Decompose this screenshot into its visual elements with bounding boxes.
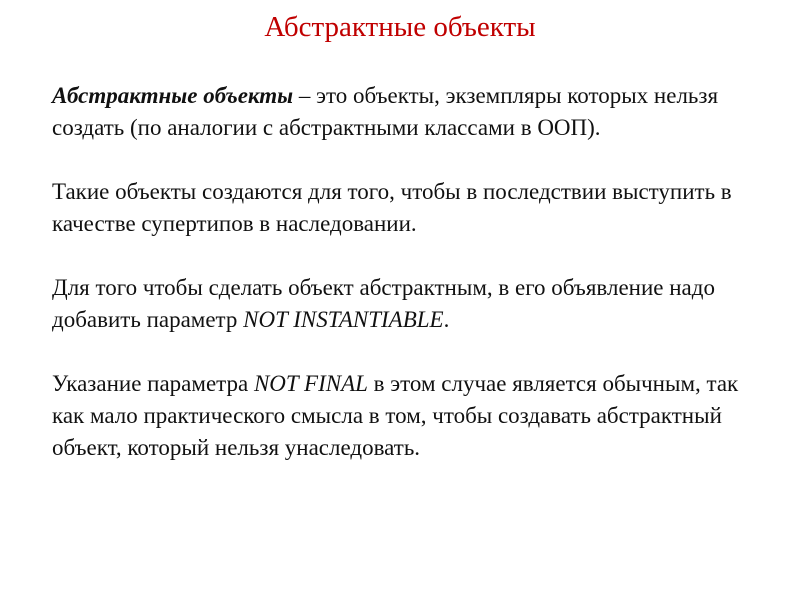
keyword-not-instantiable: NOT INSTANTIABLE: [243, 307, 444, 332]
defined-term: Абстрактные объекты: [52, 83, 294, 108]
keyword-not-final: NOT FINAL: [253, 371, 368, 396]
paragraph-purpose: [52, 176, 768, 240]
slide-title: Абстрактные объекты: [264, 11, 536, 43]
final-text-before: Указание параметра: [52, 371, 254, 396]
paragraph-definition: [52, 80, 768, 144]
instantiable-text-before: Для того чтобы сделать объект абстрактным, в его объявление надо добавить параметр: [52, 275, 715, 332]
slide-body: [52, 80, 768, 496]
paragraph-instantiable: [52, 272, 768, 336]
paragraph-final: [52, 368, 768, 464]
instantiable-text-after: .: [443, 307, 450, 332]
definition-text: – это объекты, экземпляры которых нельзя создать (по аналогии с абстрактными классами в ООП).: [52, 83, 719, 140]
purpose-text: Такие объекты создаются для того, чтобы в последствии выступить в качестве супертипов в наследовании.: [52, 179, 732, 236]
final-text-after: в этом случае является обычным, так как мало практического смысла в том, чтобы создавать абстрактный объект, который нельзя унаследовать.: [52, 371, 739, 460]
